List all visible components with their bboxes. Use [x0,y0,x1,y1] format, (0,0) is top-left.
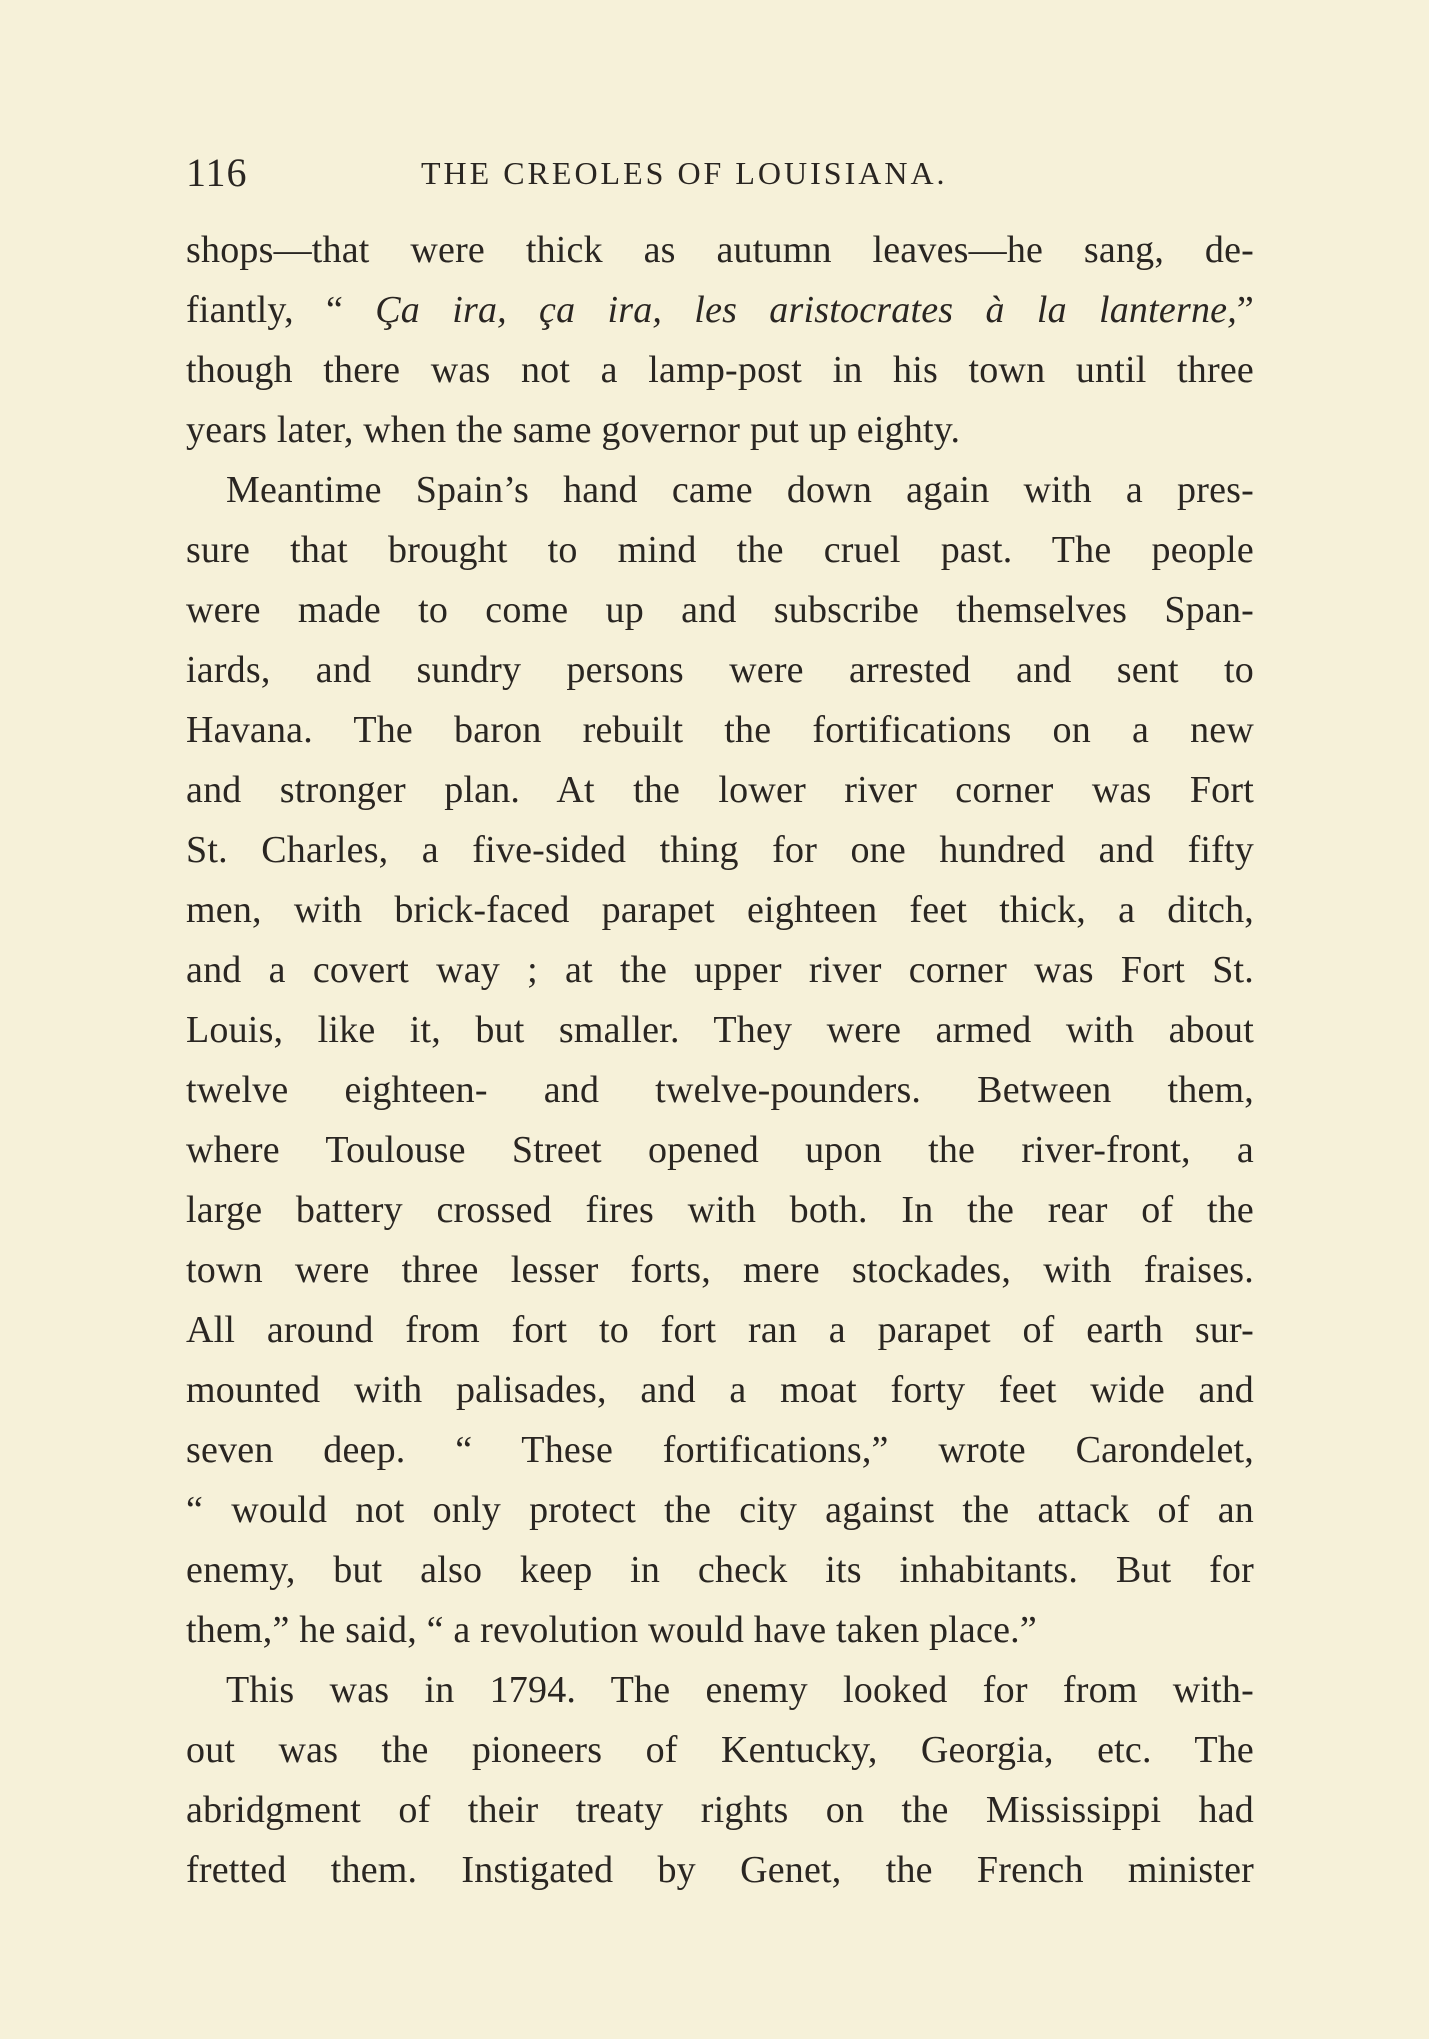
text-line: fretted them. Instigated by Genet, the French minister [186,1849,1254,1891]
page-number: 116 [186,150,248,195]
text-line: This was in 1794. The enemy looked for from with- [226,1669,1254,1711]
text-line: Meantime Spain’s hand came down again with a pres- [226,469,1254,511]
text-line: sure that brought to mind the cruel past. The people [186,529,1254,571]
text-line: Havana. The baron rebuilt the fortifications on a new [186,709,1254,751]
text-line: them,” he said, “ a revolution would have taken place.” [186,1609,1037,1651]
text-line: were made to come up and subscribe themselves Span- [186,589,1254,631]
text-line: abridgment of their treaty rights on the Mississippi had [186,1789,1254,1831]
text-line: large battery crossed fires with both. In the rear of the [186,1189,1254,1231]
text-line: seven deep. “ These fortifications,” wrote Carondelet, [186,1429,1254,1471]
text-line: and stronger plan. At the lower river corner was Fort [186,769,1254,811]
text-line: where Toulouse Street opened upon the river-front, a [186,1129,1254,1171]
line-text-post: ” [1236,289,1254,331]
text-line: enemy, but also keep in check its inhabitants. But for [186,1549,1254,1591]
text-line: Louis, like it, but smaller. They were armed with about [186,1009,1254,1051]
text-line: St. Charles, a five-sided thing for one hundred and fifty [186,829,1254,871]
text-line: years later, when the same governor put up eighty. [186,409,961,451]
running-head [186,148,1254,198]
running-title: THE CREOLES OF LOUISIANA. [421,155,948,191]
body-text [186,220,1254,1900]
text-line: “ would not only protect the city against the attack of an [186,1489,1254,1531]
text-line: iards, and sundry persons were arrested and sent to [186,649,1254,691]
text-line: mounted with palisades, and a moat forty feet wide and [186,1369,1254,1411]
text-line: though there was not a lamp-post in his town until three [186,349,1254,391]
text-line: men, with brick-faced parapet eighteen feet thick, a ditch, [186,889,1254,931]
text-line: shops—that were thick as autumn leaves—he sang, de- [186,229,1254,271]
french-quotation: Ça ira, ça ira, les aristocrates à la lanterne, [375,289,1237,331]
text-line: twelve eighteen- and twelve-pounders. Between them, [186,1069,1254,1111]
text-line: All around from fort to fort ran a parapet of earth sur- [186,1309,1254,1351]
text-line: out was the pioneers of Kentucky, Georgia, etc. The [186,1729,1254,1771]
text-line [186,280,1254,340]
text-line: and a covert way ; at the upper river corner was Fort St. [186,949,1254,991]
text-line: town were three lesser forts, mere stockades, with fraises. [186,1249,1254,1291]
line-text-pre: fiantly, “ [186,289,376,331]
